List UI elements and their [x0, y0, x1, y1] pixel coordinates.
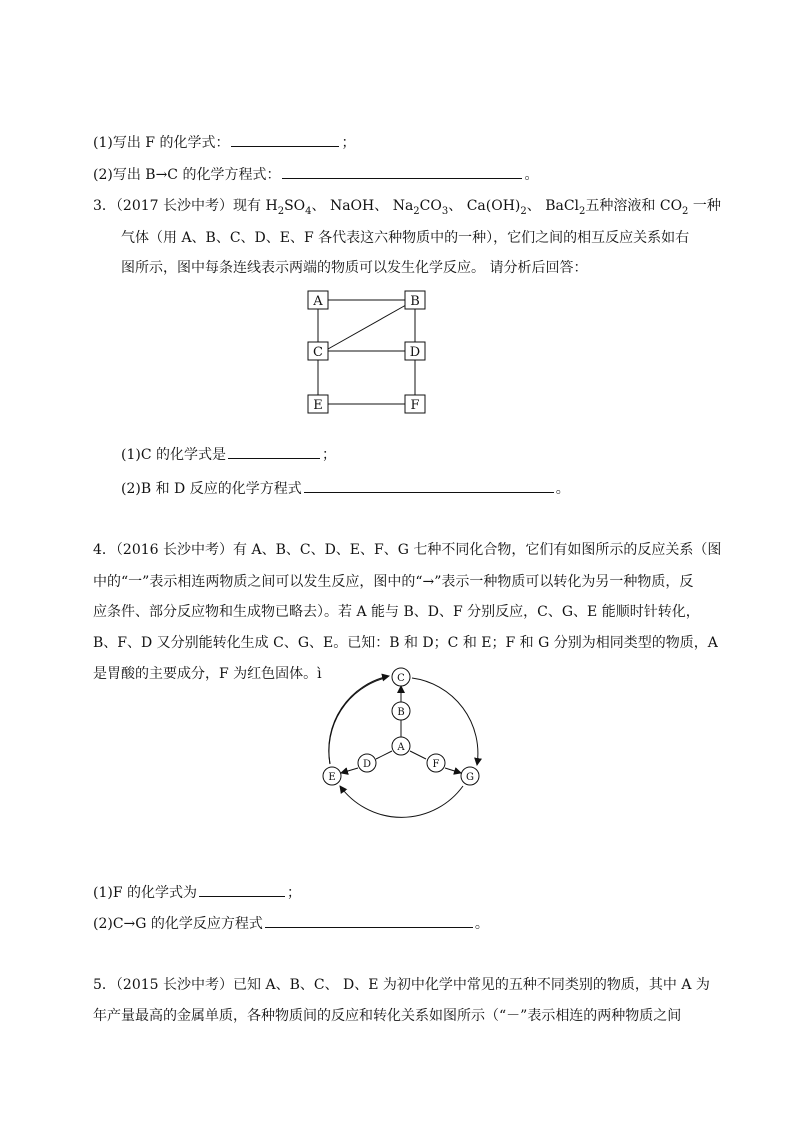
arc-e-c [329, 676, 389, 764]
q3-part2: (2)B 和 D 反应的化学方程式 。 [121, 478, 570, 499]
arc-g-e [340, 786, 463, 817]
node-e-label: E [328, 772, 336, 783]
node-a-label: A [313, 294, 323, 309]
q4-line5: 是胃酸的主要成分，F 为红色固体。ì [93, 666, 322, 682]
edge-a-f [410, 751, 426, 759]
node-b-label: B [410, 294, 420, 309]
node-c-label: C [397, 673, 405, 684]
q3-diagram [300, 285, 440, 420]
arc-c-g [412, 678, 478, 765]
q4-part2: (2)C→G 的化学反应方程式 。 [93, 913, 489, 934]
q3-line2: 气体（用 A、B、C、D、E、F 各代表这六种物质中的一种），它们之间的相互反应关系如右 [121, 230, 690, 246]
q5-line1: 5．（2015 长沙中考）已知 A、B、C、 D、E 为初中化学中常见的五种不同类别的物质，其中 A 为 [93, 977, 710, 993]
q4-line2: 中的“一”表示相连两物质之间可以发生反应，图中的“→”表示一种物质可以转化为另一种物质，反 [93, 574, 694, 590]
edge-c-b [328, 305, 406, 349]
q5-line2: 年产量最高的金属单质，各种物质间的反应和转化关系如图所示（“－”表示相连的两种物质之间 [93, 1008, 682, 1024]
node-a-label: A [397, 742, 405, 753]
answer-blank[interactable] [265, 913, 473, 928]
q2-part2: (2)写出 B→C 的化学方程式： 。 [93, 164, 538, 185]
q3-line3: 图所示，图中每条连线表示两端的物质可以发生化学反应。 请分析后回答： [121, 260, 588, 276]
q4-line1: 4．（2016 长沙中考）有 A、B、C、D、E、F、G 七种不同化合物，它们有如图所示的反应关系（图 [93, 542, 722, 558]
node-d-label: D [362, 759, 372, 770]
answer-blank[interactable] [199, 882, 285, 897]
answer-blank[interactable] [304, 478, 554, 493]
node-g-label: G [466, 772, 474, 783]
q4-diagram [315, 660, 495, 825]
node-c-label: C [313, 345, 323, 360]
q4-line3: 应条件、部分反应物和生成物已略去）。若 A 能与 B、D、F 分别反应，C、G、E 能顺时针转化， [93, 604, 700, 620]
answer-blank[interactable] [228, 444, 320, 459]
node-b-label: B [397, 707, 405, 718]
arrow-d-e [341, 768, 358, 773]
q3-part1: (1)C 的化学式是 ； [121, 444, 336, 465]
arrow-f-g [445, 768, 461, 773]
answer-blank[interactable] [231, 132, 339, 147]
edge-a-d [376, 751, 392, 759]
node-f-label: F [410, 398, 420, 413]
q4-part1: (1)F 的化学式为 ； [93, 882, 301, 903]
node-d-label: D [409, 345, 421, 360]
q2-part1: (1)写出 F 的化学式： ； [93, 132, 355, 153]
node-e-label: E [313, 398, 323, 413]
q4-line4: B、F、D 又分别能转化生成 C、G、E。已知：B 和 D；C 和 E；F 和 G 分别为相同类型的物质，A [93, 635, 718, 651]
node-f-label: F [432, 759, 440, 770]
q3-line1: 3．（2017 长沙中考）现有 $H_2SO_4$、 NaOH、 $Na_2CO_3$、 $Ca(OH)_2$、 BaCl$_2$五种溶液和 $CO_2$ 一种 [93, 198, 721, 217]
answer-blank[interactable] [282, 164, 522, 179]
